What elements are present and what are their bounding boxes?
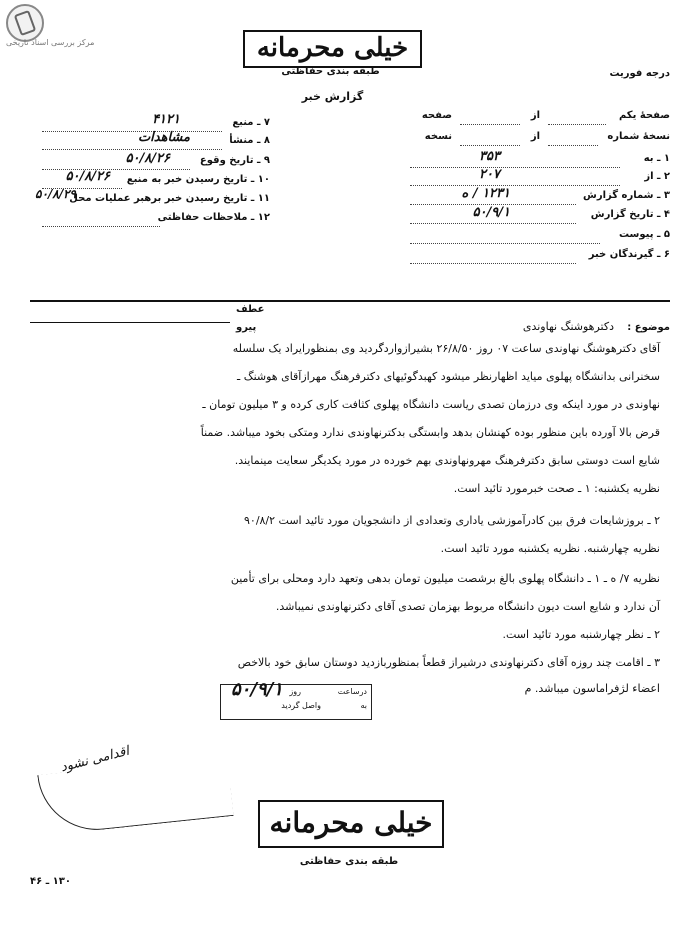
body-line: نظریه چهارشنبه. نظریه یکشنبه مورد تائید است. [440, 542, 660, 555]
receipt-stamp [220, 679, 372, 720]
receipt-stamp-line1: درساعت [337, 687, 367, 696]
atf-label: عطف [236, 304, 265, 315]
receipt-stamp-line2: روز [289, 687, 301, 696]
body-line: ۲ ـ نظر چهارشنبه مورد تائید است. [502, 628, 660, 641]
field-report-date-value: ۵۰/۹/۱ [472, 205, 510, 220]
receipt-stamp-hand: ۵۰/۹/۱ [231, 679, 283, 700]
field-copy-label: نسخهٔ شماره [607, 131, 670, 142]
reference-rule [30, 322, 230, 323]
body-line: شایع است دوستی سابق دکترفرهنگ مهرونهاوندی بهم خورده در مورد یکدیگر سعایت مینمایند. [234, 454, 660, 467]
field-receipt-leader-label: ۱۱ ـ تاریخ رسیدن خبر برهبر عملیات محل [69, 193, 270, 204]
field-page-label: صفحهٔ یکم [618, 110, 670, 121]
body-line: سخنرانی بدانشگاه پهلوی میاید اظهارنظر میشود کهبدگوئیهای دکترفرهنگ مهرازآقای هوشنگ ـ [237, 370, 660, 383]
field-source-label: ۷ ـ منبع [232, 117, 270, 128]
body-line: نظریه ۷/ ه ـ ۱ ـ دانشگاه پهلوی بالغ برشصت میلیون تومان بدهی وتعهد دارد ومحلی برای تأمین [230, 572, 660, 585]
field-report-number-label: ۳ ـ شماره گزارش [583, 190, 670, 201]
field-security-notes-label: ۱۲ ـ ملاحظات حفاظتی [157, 212, 270, 223]
body-line: قرض بالا آورده باین منظور بوده کهنشان بدهد وابستگی بدکترنهاوندی ندارد ومتکی بخود میباشد. ضمناً [200, 426, 660, 439]
document-number: ۱۳۰ ـ ۴۶ [30, 876, 71, 887]
body-line: اعضاء لژفراماسون میباشد. م [524, 682, 660, 695]
body-line: نهاوندی در مورد اینکه وی درزمان تصدی ریاست دانشگاه پهلوی کثافت کاری کرده و ۳ میلیون تومان ـ [202, 398, 660, 411]
body-line: آقای دکترهوشنگ نهاوندی ساعت ۰۷ روز ۲۶/۸/۵۰ بشیرازواردگردید وی بمنظورایراد یک سلسله [232, 342, 660, 355]
archive-name: مرکز بررسی اسناد تاریخی [6, 38, 95, 47]
receipt-stamp-line3: به [360, 701, 367, 710]
classification-stamp-bottom: خیلی محرمانه [258, 800, 444, 848]
field-to-label: ۱ ـ به [643, 153, 670, 164]
handwritten-note: اقدامی نشود [59, 743, 131, 776]
field-report-date-label: ۴ ـ تاریخ گزارش [590, 209, 670, 220]
separator-rule [30, 300, 670, 302]
field-source-value: ۴۱۲۱ [152, 112, 180, 127]
field-origin-label: ۸ ـ منشأ [229, 135, 270, 146]
field-from-label: ۲ ـ از [644, 171, 670, 182]
field-attachment-label: ۵ ـ پیوست [618, 229, 670, 240]
field-receipt-leader-value: ۵۰/۸/۲۹ [35, 187, 76, 201]
subject-value: دکترهوشنگ نهاوندی [522, 320, 614, 333]
archive-logo-icon [6, 4, 44, 42]
field-occurrence-date-value: ۵۰/۸/۲۶ [125, 151, 170, 166]
classification-sub-bottom: طبقه بندی حفاظتی [299, 856, 399, 867]
field-copy-mid: از [530, 131, 540, 142]
peyro-label: پیرو [236, 322, 257, 333]
field-page-end: صفحه [421, 110, 452, 121]
field-page-mid: از [530, 110, 540, 121]
field-origin-value: مشاهدات [137, 130, 190, 145]
body-line: آن ندارد و شایع است دیون دانشگاه مربوط بهزمان تصدی آقای دکترنهاوندی نمیباشد. [275, 600, 660, 613]
classification-stamp-top: خیلی محرمانه [243, 30, 422, 68]
body-line: ۲ ـ بروزشایعات فرق بین کادرآموزشی یاداری وتعدادی از دانشجویان مورد تائید است ۹۰/۸/۲ [244, 514, 660, 527]
report-title: گزارش خبر [301, 90, 364, 103]
body-line: نظریه یکشنبه: ۱ ـ صحت خبرمورد تائید است. [453, 482, 660, 495]
field-report-number-value: ۱۲۳۱ / ه [461, 186, 510, 201]
subject-label: موضوع : [627, 322, 670, 333]
field-recipients-label: ۶ ـ گیرندگان خبر [588, 249, 670, 260]
field-receipt-source-value: ۵۰/۸/۲۶ [65, 169, 110, 184]
classification-sub-top: طبقه بندی حفاظتی [281, 66, 380, 77]
field-receipt-source-label: ۱۰ ـ تاریخ رسیدن خبر به منبع [126, 174, 270, 185]
field-occurrence-date-label: ۹ ـ تاریخ وقوع [199, 155, 270, 166]
field-to-value: ۳۵۳ [479, 149, 500, 164]
receipt-stamp-line4: واصل گردید [281, 701, 321, 710]
field-from-value: ۲۰۷ [479, 167, 500, 182]
field-copy-end: نسخه [424, 131, 452, 142]
urgency-label: درجه فوریت [609, 68, 670, 79]
body-line: ۳ ـ اقامت چند روزه آقای دکترنهاوندی درشیراز قطعاً بمنظوربازدید دوستان سابق خود بالاخص [237, 656, 660, 669]
